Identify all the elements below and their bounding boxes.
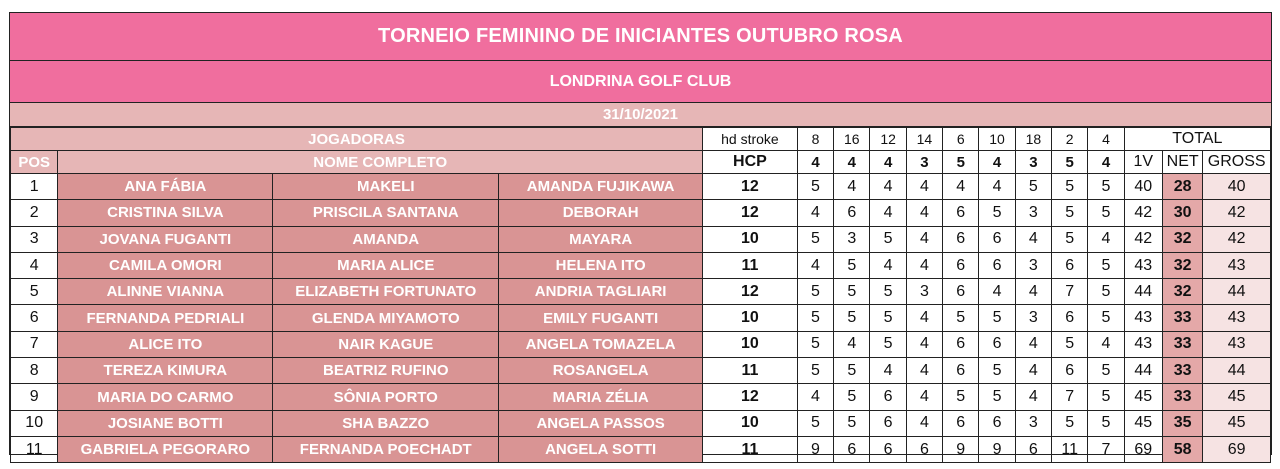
player-1-cell: ANA FÁBIA <box>58 174 273 200</box>
hole-score-cell: 5 <box>1088 279 1124 305</box>
hole-score-cell: 4 <box>906 174 942 200</box>
gross-header: GROSS <box>1203 151 1271 174</box>
hole-score-cell: 6 <box>870 436 906 462</box>
hole-score-cell: 4 <box>906 200 942 226</box>
position-cell: 6 <box>11 305 58 331</box>
1v-cell: 42 <box>1124 200 1162 226</box>
hole-score-cell: 6 <box>979 252 1015 278</box>
club-name: LONDRINA GOLF CLUB <box>10 61 1271 103</box>
hole-score-cell: 5 <box>979 358 1015 384</box>
hole-score-cell: 9 <box>979 436 1015 462</box>
hole-score-cell: 5 <box>797 410 833 436</box>
hole-score-cell: 5 <box>1088 384 1124 410</box>
par-7: 3 <box>1015 151 1051 174</box>
player-1-cell: ALINNE VIANNA <box>58 279 273 305</box>
net-cell: 32 <box>1162 279 1202 305</box>
hole-score-cell: 4 <box>1088 226 1124 252</box>
player-3-cell: HELENA ITO <box>499 252 703 278</box>
position-cell: 2 <box>11 200 58 226</box>
hole-score-cell: 6 <box>979 331 1015 357</box>
hole-score-cell: 4 <box>1015 279 1051 305</box>
hole-score-cell: 5 <box>1088 358 1124 384</box>
hole-score-cell: 4 <box>870 200 906 226</box>
hole-score-cell: 6 <box>943 252 979 278</box>
hole-score-cell: 5 <box>870 305 906 331</box>
stroke-index-7: 18 <box>1015 128 1051 151</box>
position-cell: 5 <box>11 279 58 305</box>
hole-score-cell: 5 <box>979 200 1015 226</box>
handicap-cell: 12 <box>703 200 798 226</box>
net-cell: 28 <box>1162 174 1202 200</box>
net-cell: 35 <box>1162 410 1202 436</box>
hole-score-cell: 5 <box>1015 174 1051 200</box>
par-6: 4 <box>979 151 1015 174</box>
1v-cell: 44 <box>1124 279 1162 305</box>
hole-score-cell: 4 <box>870 252 906 278</box>
position-cell: 11 <box>11 436 58 462</box>
hole-score-cell: 4 <box>1015 358 1051 384</box>
stroke-index-6: 10 <box>979 128 1015 151</box>
stroke-index-5: 6 <box>943 128 979 151</box>
handicap-cell: 11 <box>703 358 798 384</box>
1v-cell: 43 <box>1124 331 1162 357</box>
player-2-cell: FERNANDA POECHADT <box>273 436 499 462</box>
hole-score-cell: 6 <box>1052 358 1088 384</box>
tournament-title: TORNEIO FEMININO DE INICIANTES OUTUBRO ROSA <box>10 13 1271 61</box>
player-1-cell: CAMILA OMORI <box>58 252 273 278</box>
hole-score-cell: 3 <box>1015 410 1051 436</box>
gross-cell: 43 <box>1203 305 1271 331</box>
par-3: 4 <box>870 151 906 174</box>
player-1-cell: JOVANA FUGANTI <box>58 226 273 252</box>
net-cell: 33 <box>1162 358 1202 384</box>
handicap-cell: 10 <box>703 331 798 357</box>
gross-cell: 44 <box>1203 279 1271 305</box>
table-row <box>11 305 1271 331</box>
player-3-cell: AMANDA FUJIKAWA <box>499 174 703 200</box>
1v-cell: 69 <box>1124 436 1162 462</box>
jogadoras-header: JOGADORAS <box>11 128 703 151</box>
hole-score-cell: 5 <box>797 305 833 331</box>
net-cell: 58 <box>1162 436 1202 462</box>
table-row <box>11 279 1271 305</box>
hole-score-cell: 4 <box>797 384 833 410</box>
hole-score-cell: 5 <box>834 279 870 305</box>
hole-score-cell: 5 <box>797 358 833 384</box>
1v-cell: 43 <box>1124 252 1162 278</box>
hole-score-cell: 4 <box>979 279 1015 305</box>
net-cell: 33 <box>1162 305 1202 331</box>
hole-score-cell: 5 <box>870 331 906 357</box>
player-1-cell: JOSIANE BOTTI <box>58 410 273 436</box>
results-table <box>10 127 1271 463</box>
hole-score-cell: 5 <box>1088 252 1124 278</box>
hole-score-cell: 6 <box>943 226 979 252</box>
hole-score-cell: 7 <box>1052 384 1088 410</box>
1v-cell: 42 <box>1124 226 1162 252</box>
gross-cell: 40 <box>1203 174 1271 200</box>
gross-cell: 45 <box>1203 410 1271 436</box>
table-row <box>11 174 1271 200</box>
stroke-index-4: 14 <box>906 128 942 151</box>
player-2-cell: ELIZABETH FORTUNATO <box>273 279 499 305</box>
hole-score-cell: 5 <box>1088 410 1124 436</box>
hole-score-cell: 5 <box>1052 174 1088 200</box>
hole-score-cell: 5 <box>1052 410 1088 436</box>
hole-score-cell: 5 <box>1052 331 1088 357</box>
net-cell: 33 <box>1162 384 1202 410</box>
player-3-cell: DEBORAH <box>499 200 703 226</box>
player-2-cell: MAKELI <box>273 174 499 200</box>
gross-cell: 42 <box>1203 226 1271 252</box>
1v-cell: 45 <box>1124 384 1162 410</box>
player-1-cell: FERNANDA PEDRIALI <box>58 305 273 331</box>
hole-score-cell: 6 <box>1015 436 1051 462</box>
hole-score-cell: 5 <box>979 305 1015 331</box>
position-cell: 10 <box>11 410 58 436</box>
player-1-cell: TEREZA KIMURA <box>58 358 273 384</box>
handicap-cell: 11 <box>703 252 798 278</box>
table-row <box>11 226 1271 252</box>
hole-score-cell: 6 <box>943 279 979 305</box>
gross-cell: 42 <box>1203 200 1271 226</box>
stroke-index-3: 12 <box>870 128 906 151</box>
position-cell: 8 <box>11 358 58 384</box>
hcp-header: HCP <box>703 151 798 174</box>
nome-completo-header: NOME COMPLETO <box>58 151 703 174</box>
handicap-cell: 12 <box>703 279 798 305</box>
stroke-index-2: 16 <box>834 128 870 151</box>
hole-score-cell: 4 <box>797 200 833 226</box>
hole-score-cell: 5 <box>834 252 870 278</box>
hole-score-cell: 6 <box>1052 252 1088 278</box>
hole-score-cell: 6 <box>943 200 979 226</box>
hole-score-cell: 4 <box>870 358 906 384</box>
hole-score-cell: 4 <box>906 358 942 384</box>
par-5: 5 <box>943 151 979 174</box>
player-1-cell: ALICE ITO <box>58 331 273 357</box>
hole-score-cell: 3 <box>1015 305 1051 331</box>
1v-header: 1V <box>1124 151 1162 174</box>
event-date: 31/10/2021 <box>10 103 1271 127</box>
handicap-cell: 12 <box>703 384 798 410</box>
position-cell: 9 <box>11 384 58 410</box>
hole-score-cell: 6 <box>870 410 906 436</box>
table-row <box>11 331 1271 357</box>
hole-score-cell: 6 <box>834 436 870 462</box>
hole-score-cell: 5 <box>797 226 833 252</box>
hole-score-cell: 4 <box>834 174 870 200</box>
1v-cell: 40 <box>1124 174 1162 200</box>
net-cell: 30 <box>1162 200 1202 226</box>
player-2-cell: SHA BAZZO <box>273 410 499 436</box>
player-2-cell: SÔNIA PORTO <box>273 384 499 410</box>
hole-score-cell: 4 <box>906 384 942 410</box>
hole-score-cell: 5 <box>870 279 906 305</box>
player-1-cell: MARIA DO CARMO <box>58 384 273 410</box>
hole-score-cell: 5 <box>870 226 906 252</box>
hole-score-cell: 6 <box>979 410 1015 436</box>
hole-score-cell: 5 <box>1052 200 1088 226</box>
hole-score-cell: 4 <box>1015 331 1051 357</box>
player-2-cell: NAIR KAGUE <box>273 331 499 357</box>
player-3-cell: ANGELA PASSOS <box>499 410 703 436</box>
table-row <box>11 200 1271 226</box>
player-2-cell: GLENDA MIYAMOTO <box>273 305 499 331</box>
stroke-index-1: 8 <box>797 128 833 151</box>
hole-score-cell: 5 <box>834 410 870 436</box>
gross-cell: 44 <box>1203 358 1271 384</box>
net-cell: 33 <box>1162 331 1202 357</box>
hole-score-cell: 5 <box>834 358 870 384</box>
hole-score-cell: 4 <box>870 174 906 200</box>
par-2: 4 <box>834 151 870 174</box>
hole-score-cell: 6 <box>834 200 870 226</box>
hole-score-cell: 3 <box>834 226 870 252</box>
handicap-cell: 11 <box>703 436 798 462</box>
hole-score-cell: 6 <box>870 384 906 410</box>
hole-score-cell: 7 <box>1088 436 1124 462</box>
hole-score-cell: 5 <box>834 384 870 410</box>
hole-score-cell: 5 <box>1088 200 1124 226</box>
hole-score-cell: 5 <box>979 384 1015 410</box>
hole-score-cell: 7 <box>1052 279 1088 305</box>
hole-score-cell: 4 <box>906 331 942 357</box>
player-3-cell: MAYARA <box>499 226 703 252</box>
1v-cell: 45 <box>1124 410 1162 436</box>
hole-score-cell: 4 <box>1015 226 1051 252</box>
par-8: 5 <box>1052 151 1088 174</box>
table-row <box>11 410 1271 436</box>
hole-score-cell: 6 <box>1052 305 1088 331</box>
hole-score-cell: 6 <box>943 410 979 436</box>
table-row <box>11 358 1271 384</box>
scorecard-sheet <box>9 12 1272 459</box>
par-4: 3 <box>906 151 942 174</box>
player-3-cell: MARIA ZÉLIA <box>499 384 703 410</box>
hole-score-cell: 6 <box>979 226 1015 252</box>
player-3-cell: ROSANGELA <box>499 358 703 384</box>
table-row <box>11 436 1271 462</box>
net-header: NET <box>1162 151 1202 174</box>
hole-score-cell: 5 <box>1088 174 1124 200</box>
par-9: 4 <box>1088 151 1124 174</box>
handicap-cell: 10 <box>703 410 798 436</box>
hole-score-cell: 5 <box>834 305 870 331</box>
player-3-cell: ANGELA TOMAZELA <box>499 331 703 357</box>
table-row <box>11 384 1271 410</box>
player-3-cell: ANDRIA TAGLIARI <box>499 279 703 305</box>
player-3-cell: EMILY FUGANTI <box>499 305 703 331</box>
hole-score-cell: 4 <box>979 174 1015 200</box>
player-3-cell: ANGELA SOTTI <box>499 436 703 462</box>
hole-score-cell: 3 <box>906 279 942 305</box>
hole-score-cell: 5 <box>1088 305 1124 331</box>
position-cell: 3 <box>11 226 58 252</box>
player-2-cell: AMANDA <box>273 226 499 252</box>
hole-score-cell: 4 <box>906 252 942 278</box>
total-header: TOTAL <box>1124 128 1270 151</box>
player-2-cell: BEATRIZ RUFINO <box>273 358 499 384</box>
header-row-2 <box>11 151 1271 174</box>
table-row <box>11 252 1271 278</box>
position-cell: 1 <box>11 174 58 200</box>
net-cell: 32 <box>1162 252 1202 278</box>
player-1-cell: CRISTINA SILVA <box>58 200 273 226</box>
hole-score-cell: 9 <box>943 436 979 462</box>
hole-score-cell: 5 <box>943 305 979 331</box>
hole-score-cell: 6 <box>943 358 979 384</box>
hole-score-cell: 4 <box>906 410 942 436</box>
1v-cell: 43 <box>1124 305 1162 331</box>
hole-score-cell: 4 <box>906 226 942 252</box>
hole-score-cell: 5 <box>797 279 833 305</box>
hole-score-cell: 5 <box>1052 226 1088 252</box>
hole-score-cell: 3 <box>1015 200 1051 226</box>
hole-score-cell: 11 <box>1052 436 1088 462</box>
par-1: 4 <box>797 151 833 174</box>
gross-cell: 45 <box>1203 384 1271 410</box>
hole-score-cell: 4 <box>797 252 833 278</box>
hole-score-cell: 5 <box>943 384 979 410</box>
player-1-cell: GABRIELA PEGORARO <box>58 436 273 462</box>
hole-score-cell: 6 <box>906 436 942 462</box>
hd-stroke-header: hd stroke <box>703 128 798 151</box>
hole-score-cell: 9 <box>797 436 833 462</box>
gross-cell: 43 <box>1203 252 1271 278</box>
hole-score-cell: 4 <box>834 331 870 357</box>
1v-cell: 44 <box>1124 358 1162 384</box>
hole-score-cell: 5 <box>797 331 833 357</box>
gross-cell: 69 <box>1203 436 1271 462</box>
stroke-index-8: 2 <box>1052 128 1088 151</box>
player-2-cell: PRISCILA SANTANA <box>273 200 499 226</box>
position-cell: 4 <box>11 252 58 278</box>
handicap-cell: 10 <box>703 226 798 252</box>
handicap-cell: 12 <box>703 174 798 200</box>
hole-score-cell: 4 <box>1088 331 1124 357</box>
gross-cell: 43 <box>1203 331 1271 357</box>
hole-score-cell: 5 <box>797 174 833 200</box>
pos-header: POS <box>11 151 58 174</box>
net-cell: 32 <box>1162 226 1202 252</box>
hole-score-cell: 4 <box>906 305 942 331</box>
hole-score-cell: 4 <box>943 174 979 200</box>
hole-score-cell: 4 <box>1015 384 1051 410</box>
header-row-1 <box>11 128 1271 151</box>
hole-score-cell: 3 <box>1015 252 1051 278</box>
hole-score-cell: 6 <box>943 331 979 357</box>
player-2-cell: MARIA ALICE <box>273 252 499 278</box>
handicap-cell: 10 <box>703 305 798 331</box>
stroke-index-9: 4 <box>1088 128 1124 151</box>
position-cell: 7 <box>11 331 58 357</box>
